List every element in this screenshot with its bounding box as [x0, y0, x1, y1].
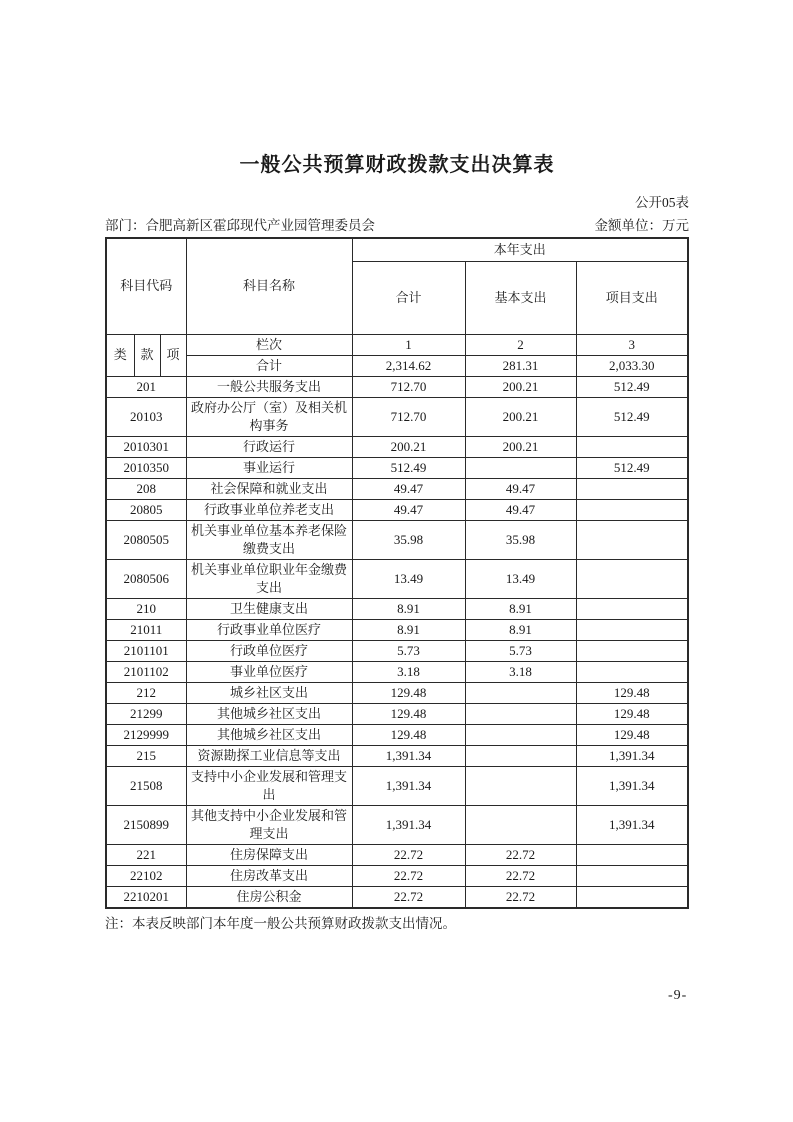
project-spend-cell	[576, 640, 688, 661]
total-value-cell: 512.49	[352, 457, 465, 478]
project-spend-cell: 1,391.34	[576, 745, 688, 766]
table-row	[106, 457, 688, 478]
basic-spend-cell: 35.98	[465, 520, 576, 559]
total-value-cell: 35.98	[352, 520, 465, 559]
subject-code-cell: 20805	[106, 499, 186, 520]
subject-name-cell: 支持中小企业发展和管理支出	[186, 766, 352, 805]
basic-spend-cell: 49.47	[465, 499, 576, 520]
project-spend-cell	[576, 478, 688, 499]
project-spend-cell: 1,391.34	[576, 805, 688, 844]
project-spend-cell	[576, 619, 688, 640]
page-title: 一般公共预算财政拨款支出决算表	[239, 154, 555, 176]
project-spend-cell	[576, 499, 688, 520]
table-row	[106, 661, 688, 682]
subject-code-cell: 2010350	[106, 457, 186, 478]
subject-name-cell: 卫生健康支出	[186, 598, 352, 619]
grand-total-basic: 281.31	[465, 355, 576, 376]
basic-spend-cell: 22.72	[465, 844, 576, 865]
subject-code-cell: 2150899	[106, 805, 186, 844]
subject-code-cell: 208	[106, 478, 186, 499]
total-value-cell: 129.48	[352, 703, 465, 724]
basic-spend-cell: 200.21	[465, 436, 576, 457]
project-spend-cell	[576, 661, 688, 682]
subject-name-cell: 政府办公厅（室）及相关机构事务	[186, 397, 352, 436]
project-spend-cell	[576, 520, 688, 559]
subject-name-cell: 城乡社区支出	[186, 682, 352, 703]
basic-spend-cell: 200.21	[465, 376, 576, 397]
basic-spend-cell: 49.47	[465, 478, 576, 499]
table-row	[106, 886, 688, 908]
total-value-cell: 49.47	[352, 478, 465, 499]
table-row	[106, 865, 688, 886]
header-code-section: 款	[134, 334, 160, 376]
project-spend-cell: 512.49	[576, 397, 688, 436]
project-spend-cell	[576, 865, 688, 886]
basic-spend-cell: 13.49	[465, 559, 576, 598]
table-row	[106, 499, 688, 520]
table-row	[106, 640, 688, 661]
table-row	[106, 724, 688, 745]
basic-spend-cell: 8.91	[465, 598, 576, 619]
grand-total-row	[106, 355, 688, 376]
basic-spend-cell	[465, 766, 576, 805]
basic-spend-cell	[465, 745, 576, 766]
project-spend-cell: 1,391.34	[576, 766, 688, 805]
header-col-total: 合计	[352, 261, 465, 334]
total-value-cell: 22.72	[352, 865, 465, 886]
grand-total-sum: 2,314.62	[352, 355, 465, 376]
basic-spend-cell: 3.18	[465, 661, 576, 682]
table-row	[106, 844, 688, 865]
basic-spend-cell: 200.21	[465, 397, 576, 436]
basic-spend-cell: 8.91	[465, 619, 576, 640]
basic-spend-cell: 5.73	[465, 640, 576, 661]
total-value-cell: 1,391.34	[352, 766, 465, 805]
column-index-2: 2	[465, 334, 576, 355]
total-value-cell: 712.70	[352, 376, 465, 397]
subject-code-cell: 2080505	[106, 520, 186, 559]
header-column-index-label: 栏次	[186, 334, 352, 355]
total-value-cell: 13.49	[352, 559, 465, 598]
project-spend-cell	[576, 598, 688, 619]
subject-code-cell: 212	[106, 682, 186, 703]
table-code-label: 公开05表	[635, 195, 689, 210]
table-row	[106, 376, 688, 397]
table-row	[106, 559, 688, 598]
total-value-cell: 8.91	[352, 619, 465, 640]
project-spend-cell	[576, 436, 688, 457]
table-row	[106, 397, 688, 436]
subject-name-cell: 社会保障和就业支出	[186, 478, 352, 499]
project-spend-cell: 129.48	[576, 682, 688, 703]
grand-total-project: 2,033.30	[576, 355, 688, 376]
header-col-project: 项目支出	[576, 261, 688, 334]
project-spend-cell	[576, 844, 688, 865]
header-row-1	[106, 238, 688, 261]
document-page	[105, 148, 689, 932]
subject-code-cell: 2129999	[106, 724, 186, 745]
total-value-cell: 129.48	[352, 724, 465, 745]
grand-total-label: 合计	[186, 355, 352, 376]
subject-name-cell: 住房公积金	[186, 886, 352, 908]
header-subject-name: 科目名称	[186, 238, 352, 334]
subject-code-cell: 20103	[106, 397, 186, 436]
column-index-1: 1	[352, 334, 465, 355]
project-spend-cell: 129.48	[576, 724, 688, 745]
header-col-basic: 基本支出	[465, 261, 576, 334]
unit-label: 金额单位：万元	[594, 218, 689, 233]
table-row	[106, 703, 688, 724]
basic-spend-cell	[465, 805, 576, 844]
project-spend-cell	[576, 886, 688, 908]
header-code-class: 类	[106, 334, 134, 376]
total-value-cell: 49.47	[352, 499, 465, 520]
basic-spend-cell: 22.72	[465, 886, 576, 908]
table-row	[106, 805, 688, 844]
subject-code-cell: 21299	[106, 703, 186, 724]
table-row	[106, 682, 688, 703]
subject-name-cell: 住房保障支出	[186, 844, 352, 865]
meta-line	[105, 214, 689, 234]
table-row	[106, 745, 688, 766]
table-row	[106, 766, 688, 805]
subject-name-cell: 机关事业单位基本养老保险缴费支出	[186, 520, 352, 559]
subject-code-cell: 2101102	[106, 661, 186, 682]
budget-table	[105, 237, 689, 909]
subject-code-cell: 210	[106, 598, 186, 619]
total-value-cell: 712.70	[352, 397, 465, 436]
subject-name-cell: 机关事业单位职业年金缴费支出	[186, 559, 352, 598]
subject-name-cell: 住房改革支出	[186, 865, 352, 886]
total-value-cell: 22.72	[352, 844, 465, 865]
table-note: 注：本表反映部门本年度一般公共预算财政拨款支出情况。	[105, 915, 456, 931]
subject-code-cell: 2101101	[106, 640, 186, 661]
subject-name-cell: 其他支持中小企业发展和管理支出	[186, 805, 352, 844]
header-subject-code: 科目代码	[106, 238, 186, 334]
total-value-cell: 8.91	[352, 598, 465, 619]
header-row-column-index	[106, 334, 688, 355]
total-value-cell: 1,391.34	[352, 805, 465, 844]
table-row	[106, 520, 688, 559]
header-code-item: 项	[160, 334, 186, 376]
project-spend-cell: 512.49	[576, 376, 688, 397]
subject-code-cell: 215	[106, 745, 186, 766]
total-value-cell: 200.21	[352, 436, 465, 457]
header-current-year-spend: 本年支出	[352, 238, 688, 261]
subject-code-cell: 21508	[106, 766, 186, 805]
subject-name-cell: 事业运行	[186, 457, 352, 478]
subject-code-cell: 21011	[106, 619, 186, 640]
table-row	[106, 619, 688, 640]
subject-code-cell: 2080506	[106, 559, 186, 598]
subject-code-cell: 2210201	[106, 886, 186, 908]
basic-spend-cell	[465, 703, 576, 724]
subject-name-cell: 行政单位医疗	[186, 640, 352, 661]
page-number: -9-	[668, 988, 688, 1003]
subject-code-cell: 22102	[106, 865, 186, 886]
subject-code-cell: 201	[106, 376, 186, 397]
project-spend-cell: 512.49	[576, 457, 688, 478]
total-value-cell: 5.73	[352, 640, 465, 661]
basic-spend-cell	[465, 682, 576, 703]
total-value-cell: 22.72	[352, 886, 465, 908]
subject-name-cell: 资源勘探工业信息等支出	[186, 745, 352, 766]
project-spend-cell	[576, 559, 688, 598]
subject-name-cell: 其他城乡社区支出	[186, 703, 352, 724]
subject-code-cell: 221	[106, 844, 186, 865]
total-value-cell: 3.18	[352, 661, 465, 682]
subject-name-cell: 事业单位医疗	[186, 661, 352, 682]
subject-name-cell: 行政事业单位医疗	[186, 619, 352, 640]
basic-spend-cell	[465, 724, 576, 745]
subject-name-cell: 行政运行	[186, 436, 352, 457]
table-row	[106, 436, 688, 457]
basic-spend-cell: 22.72	[465, 865, 576, 886]
column-index-3: 3	[576, 334, 688, 355]
table-row	[106, 478, 688, 499]
department-label: 部门：合肥高新区霍邱现代产业园管理委员会	[105, 218, 375, 233]
subject-name-cell: 其他城乡社区支出	[186, 724, 352, 745]
project-spend-cell: 129.48	[576, 703, 688, 724]
subject-code-cell: 2010301	[106, 436, 186, 457]
subject-name-cell: 行政事业单位养老支出	[186, 499, 352, 520]
table-row	[106, 598, 688, 619]
table-head-section	[106, 238, 688, 376]
total-value-cell: 129.48	[352, 682, 465, 703]
total-value-cell: 1,391.34	[352, 745, 465, 766]
subject-name-cell: 一般公共服务支出	[186, 376, 352, 397]
table-body	[106, 376, 688, 908]
basic-spend-cell	[465, 457, 576, 478]
